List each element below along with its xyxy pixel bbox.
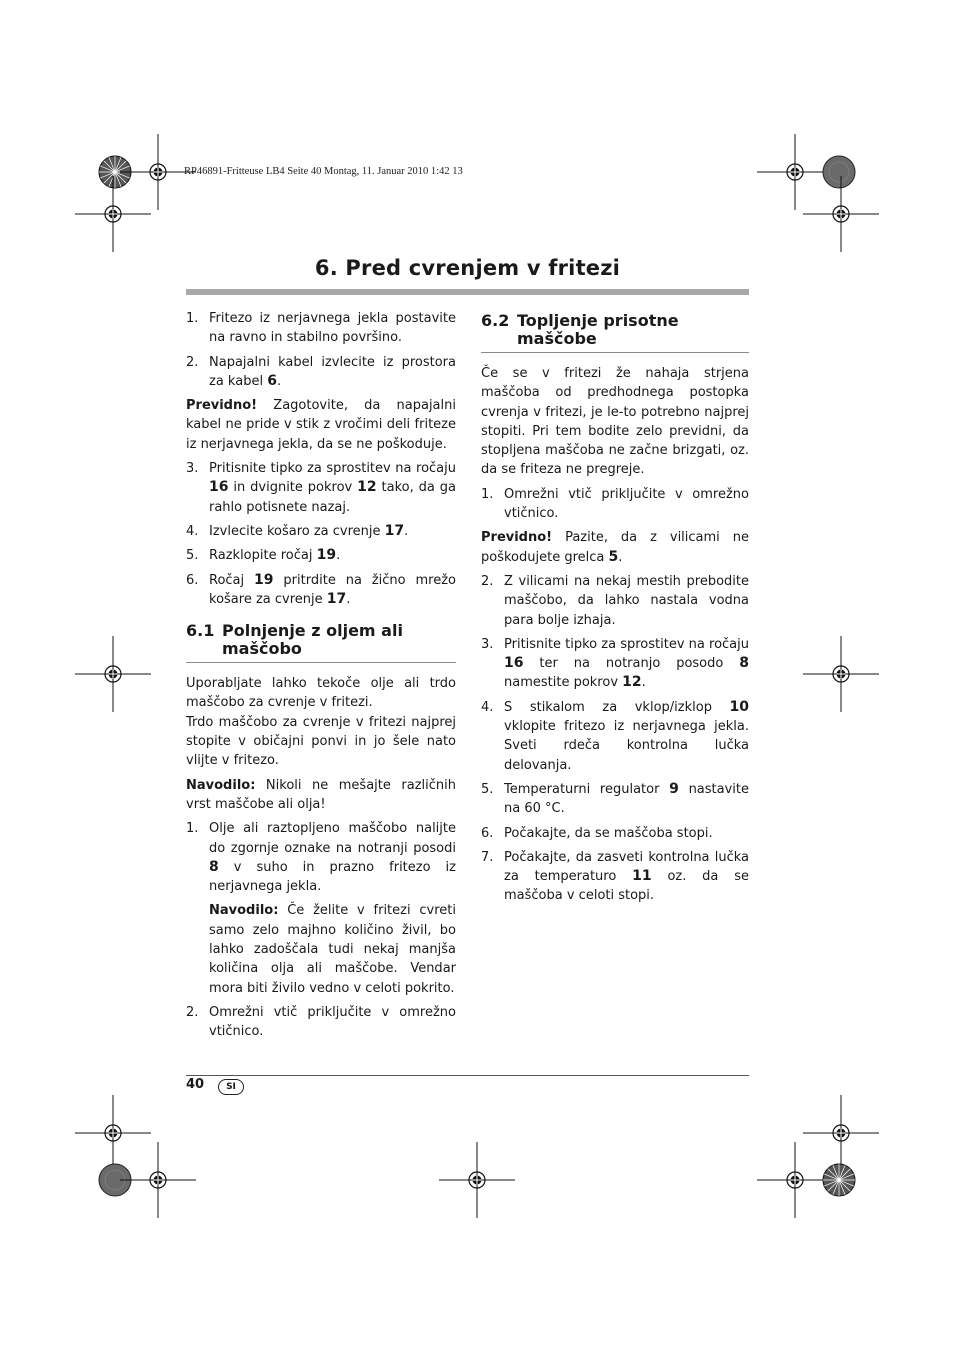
language-badge: SI [218,1079,244,1095]
item-text: Pritisnite tipko za sprostitev na ročaju [504,636,749,652]
item-text: Izvlecite košaro za cvrenje [209,523,385,539]
item-text: pritrdite na žično mrežo košare za cvrenje [209,572,457,607]
part-reference: 12 [357,479,377,496]
part-reference: 9 [669,780,679,797]
item-number: 1. [186,311,199,326]
item-text: . [346,591,351,607]
item-text: Olje ali raztopljeno maščobo nalijte do zgornje oznake na notranji posodi [209,821,456,856]
part-reference: 19 [316,547,337,564]
item-text: Fritezo iz nerjavnega jekla postavite na ravno in stabilno površino. [209,311,456,346]
part-reference: 8 [209,858,219,875]
part-reference: 11 [632,868,652,885]
item-number: 1. [186,821,199,837]
registration-sunburst-icon [823,1164,855,1196]
right-column [481,309,749,911]
part-reference: 8 [739,655,749,672]
section-title: maščobe [517,329,597,348]
item-text: ter na notranjo posodo [523,656,740,672]
item-number: 5. [186,548,199,564]
section-title: maščobo [222,639,302,659]
warning-paragraph [186,396,456,454]
item-text: namestite pokrov [504,675,623,691]
item-number: 2. [186,354,199,370]
page-title: 6. Pred cvrenjem v fritezi [314,256,621,280]
section-title: Polnjenje z oljem ali [222,621,403,641]
registration-crosshair-icon [757,134,833,210]
item-number: 6. [186,572,199,588]
section-heading [481,312,749,353]
note-text: Če želite v fritezi cvreti samo zelo majhno količino živil, bo lahko zadoščala tudi nekaj manjša količina olja ali maščobe. Vendar mora biti živilo vedno v celoti pokrito. [209,903,456,996]
item-number: 2. [481,573,494,589]
item-text: Temperaturni regulator [504,781,670,797]
registration-crosshair-icon [75,1095,151,1171]
list-item [481,698,749,775]
item-number: 3. [481,636,494,652]
list-item [481,635,749,693]
item-text: tako, da ga rahlo potisnete nazaj. [209,480,456,515]
list-item [186,353,456,392]
warning-label: Previdno! [481,530,553,546]
section-number: 6.1 [186,621,215,641]
print-info-line: RP46891-Fritteuse LB4 Seite 40 Montag, 11. Januar 2010 1:42 13 [184,166,463,177]
list-item [186,546,456,565]
paragraph: Uporabljate lahko tekoče olje ali trdo maščobo za cvrenje v fritezi. [186,676,456,711]
left-column [186,309,456,1047]
note-label: Navodilo: [209,903,279,919]
note-text: Nikoli ne mešajte različnih vrst maščobe ali olja! [186,777,456,812]
registration-crosshair-icon [803,1095,879,1171]
list-item [481,824,749,843]
item-number: 6. [481,825,494,841]
registration-crosshair-icon [803,176,879,252]
item-number: 4. [186,523,199,539]
list-item [481,848,749,906]
registration-crosshair-icon [120,1142,196,1218]
item-text: Pritisnite tipko za sprostitev na ročaju [209,461,456,477]
item-text: oz. da se maščoba v celoti stopi. [504,869,749,904]
item-number: 4. [481,699,494,715]
item-text: Razklopite ročaj [209,548,317,564]
footer-rule [186,1075,749,1076]
warning-text: Zagotovite, da napajalni kabel ne pride v stik z vročimi deli friteze iz nerjavnega jekla, da se ne poškoduje. [186,398,456,452]
part-reference: 16 [209,479,229,496]
item-number: 5. [481,781,494,797]
section-number: 6.2 [481,311,510,330]
note-paragraph [186,776,456,815]
list-item [186,522,456,541]
warning-label: Previdno! [186,398,258,414]
part-reference: 6 [267,372,277,389]
list-item [186,459,456,517]
registration-crosshair-icon [75,176,151,252]
part-reference: 19 [254,571,274,588]
item-text: S stikalom za vklop/izklop [504,699,730,715]
title-underline-bar [186,289,749,295]
item-text: Ročaj [209,572,255,588]
list-item [481,485,749,524]
item-text: in dvignite pokrov [228,480,358,496]
warning-paragraph [481,528,749,567]
item-text: v suho in prazno fritezo iz nerjavnega jekla. [209,859,456,895]
item-text: Napajalni kabel izvlecite iz prostora za kabel [209,354,456,389]
part-reference: 10 [729,698,749,715]
part-reference: 5 [608,548,619,565]
registration-crosshair-icon [439,1142,515,1218]
item-number: 3. [186,461,199,477]
section-heading [186,622,456,663]
list-item [186,571,456,610]
item-text: . [336,548,341,564]
warning-text: Pazite, da z vilicami ne poškodujete grelca [481,530,749,565]
section-title: Topljenje prisotne [517,311,679,330]
note-label: Navodilo: [186,777,256,793]
list-item [186,1003,456,1042]
page-number: 40 [186,1077,205,1092]
item-text: nastavite na 60 °C. [504,781,750,817]
item-text: . [641,675,646,691]
item-text: Z vilicami na nekaj mestih prebodite maščobo, da lahko nastala vodna para bolje izhaja. [504,573,749,628]
item-number: 2. [186,1004,199,1020]
note-paragraph [186,901,456,997]
registration-crosshair-icon [75,636,151,712]
item-text: Počakajte, da zasveti kontrolna lučka za temperaturo [504,849,749,885]
list-item [186,309,456,348]
part-reference: 16 [504,655,524,672]
item-text: Omrežni vtič priključite v omrežno vtičnico. [504,486,749,522]
warning-text: . [618,549,623,565]
item-number: 7. [481,849,494,865]
item-text: vklopite fritezo iz nerjavnega jekla. Sveti rdeča kontrolna lučka delovanja. [504,719,749,773]
part-reference: 17 [326,590,347,607]
registration-crosshair-icon [757,1142,833,1218]
item-text: . [276,373,282,389]
list-item [186,819,456,896]
item-text: Omrežni vtič priključite v omrežno vtičnico. [209,1004,456,1040]
item-text: Počakajte, da se maščoba stopi. [504,825,713,841]
part-reference: 17 [384,522,405,539]
part-reference: 12 [622,674,642,691]
list-item [481,572,749,630]
paragraph: Trdo maščobo za cvrenje v fritezi najprej stopite v običajni ponvi in jo šele nato vlijte v fritezo. [186,714,456,769]
list-item [481,780,749,819]
item-text: . [404,523,409,539]
paragraph: Če se v fritezi že nahaja strjena maščoba od predhodnega postopka cvrenja v fritezi, je le-to potrebno najprej stopiti. Pri tem bodite zelo previdni, da stopljena maščoba ne začne brizgati, oz. da se friteza ne pregreje. [481,366,749,478]
registration-crosshair-icon [803,636,879,712]
item-number: 1. [481,486,494,502]
registration-disk-icon [823,156,855,188]
